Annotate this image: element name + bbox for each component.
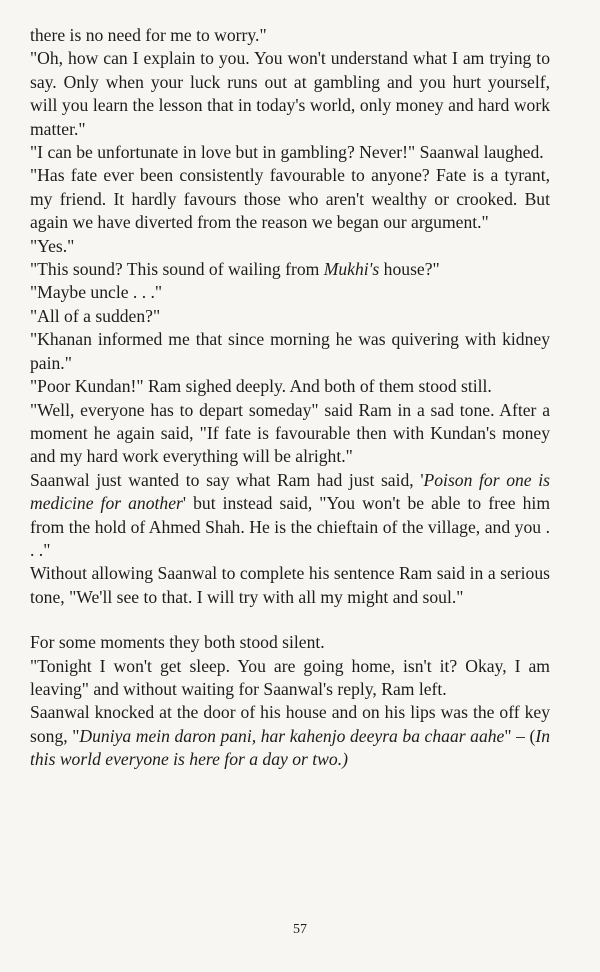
paragraph-italic-text: Mukhi's: [323, 259, 380, 280]
paragraph: Without allowing Saanwal to complete his sentence Ram said in a serious tone, "We'll see to that. I will try with all my might and soul.": [30, 563, 550, 607]
body-text: [30, 24, 550, 772]
paragraph: [30, 701, 550, 771]
paragraph: "Yes.": [30, 235, 75, 256]
paragraph-text: ' but instead said, "You won't be able to free him from the hold of Ahmed Shah. He is the chieftain of the village, and you . . .": [30, 493, 550, 560]
paragraph-text: Saanwal just wanted to say what Ram had just said, ': [30, 469, 424, 490]
paragraph: "Has fate ever been consistently favourable to anyone? Fate is a tyrant, my friend. It hardly favours those who aren't wealthy or crooked. But again we have diverted from the reason we began our argument.": [30, 165, 550, 233]
paragraph: For some moments they both stood silent.: [30, 632, 325, 653]
paragraph: "Maybe uncle . . .": [30, 282, 163, 303]
paragraph: "Well, everyone has to depart someday" said Ram in a sad tone. After a moment he again said, "If fate is favourable then with Kundan's money and my hard work everything will be alright.": [30, 399, 550, 467]
paragraph-italic-text: Duniya mein daron pani, har kahenjo deeyra ba chaar aahe: [79, 725, 505, 746]
paragraph: "Tonight I won't get sleep. You are going home, isn't it? Okay, I am leaving" and without waiting for Saanwal's reply, Ram left.: [30, 655, 550, 699]
paragraph: [30, 469, 550, 563]
paragraph: "Poor Kundan!" Ram sighed deeply. And both of them stood still.: [30, 376, 492, 397]
paragraph-text: "This sound? This sound of wailing from: [30, 259, 324, 280]
paragraph: "Khanan informed me that since morning he was quivering with kidney pain.": [30, 329, 550, 373]
paragraph: "I can be unfortunate in love but in gambling? Never!" Saanwal laughed.: [30, 142, 544, 163]
paragraph-text: Saanwal knocked at the door of his house and on his lips was the off key song, ": [30, 702, 550, 746]
paragraph-text: house?": [379, 259, 440, 280]
page-number: 57: [293, 922, 307, 937]
paragraph-italic-text: Poison for one is medicine for another: [30, 469, 550, 514]
paragraph: [30, 258, 550, 281]
paragraph-gap: [30, 609, 550, 631]
paragraph-italic-text: In this world everyone is here for a day or two.): [30, 725, 550, 770]
paragraph: "Oh, how can I explain to you. You won't understand what I am trying to say. Only when your luck runs out at gambling and you hurt yourself, will you learn the lesson that in today's world, only money and hard work matter.": [30, 48, 550, 139]
paragraph: there is no need for me to worry.": [30, 25, 267, 45]
paragraph-text: " – (: [504, 725, 536, 746]
paragraph: "All of a sudden?": [30, 305, 161, 326]
